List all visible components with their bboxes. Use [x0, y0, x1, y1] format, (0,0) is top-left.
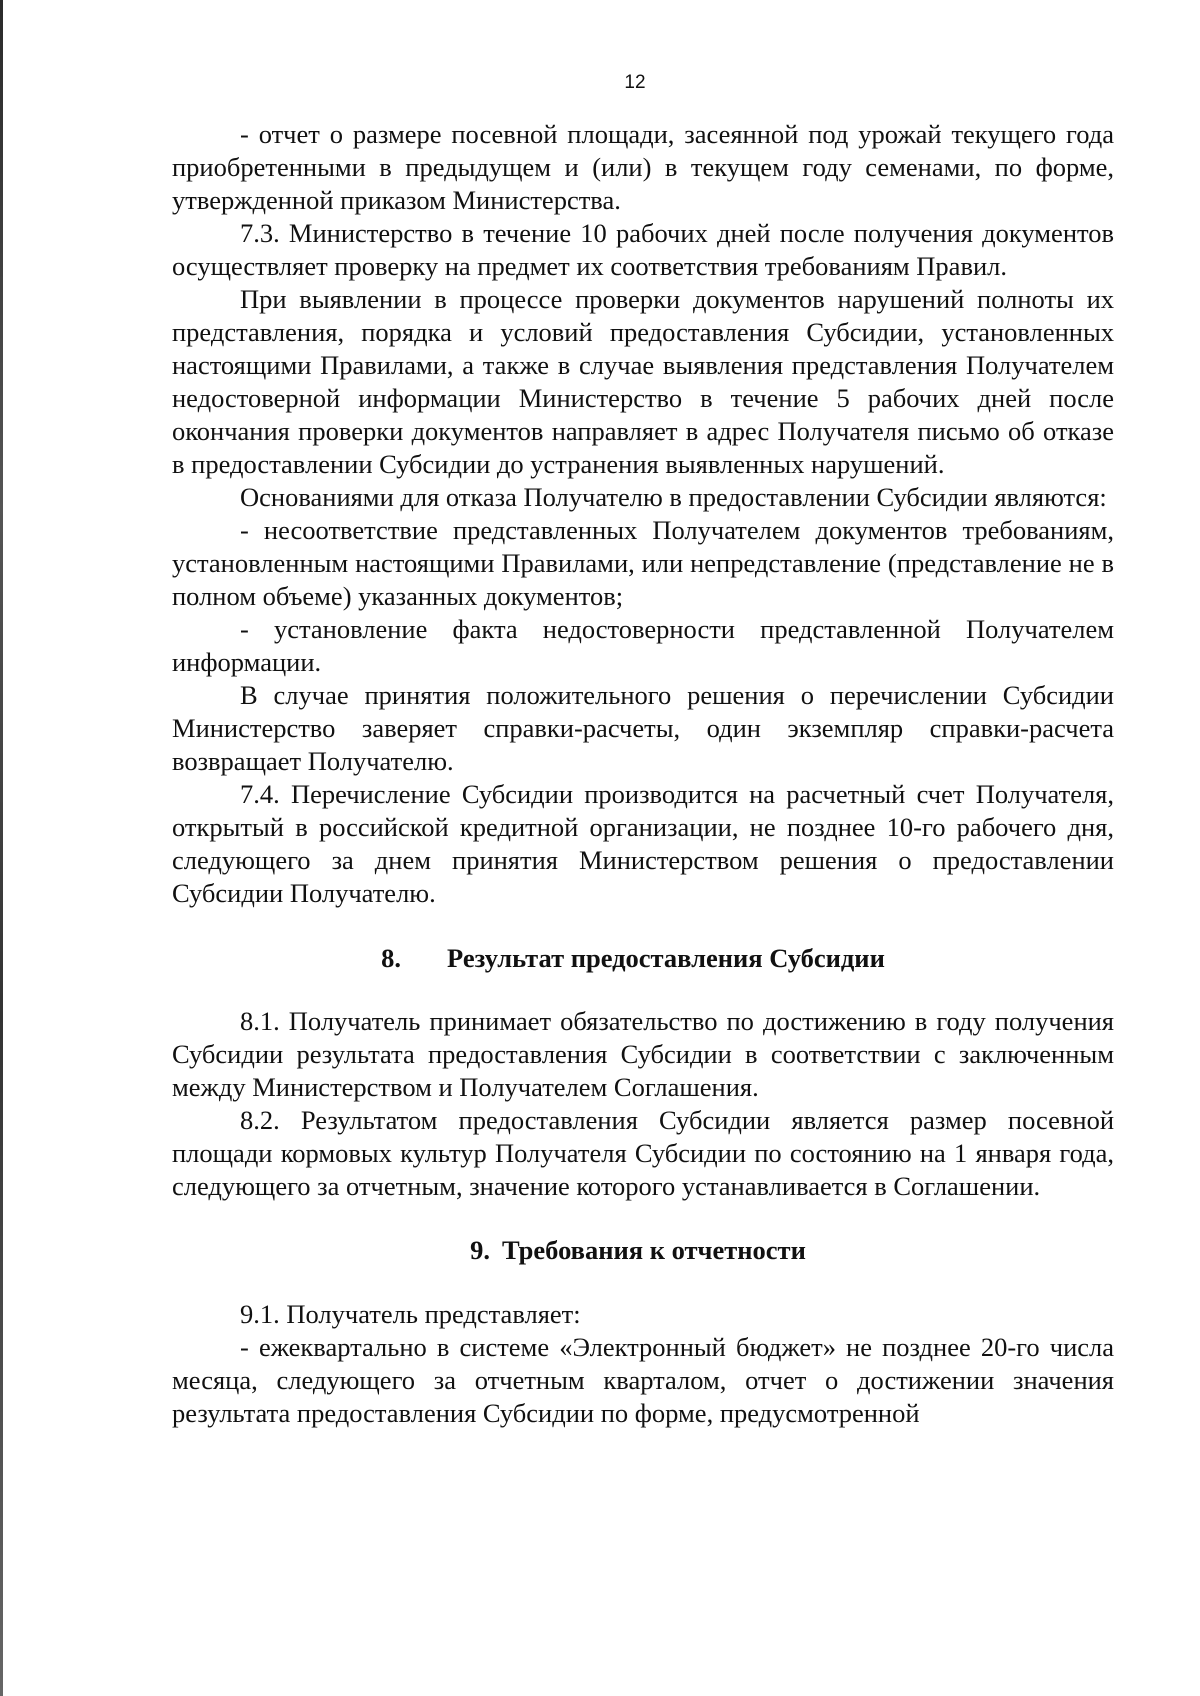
section-heading-9	[172, 1234, 1114, 1267]
section-number: 9.	[470, 1235, 491, 1265]
paragraph: 9.1. Получатель представляет:	[240, 1299, 581, 1329]
paragraph: 8.1. Получатель принимает обязательство по достижению в году получения Субсидии результата предоставления Субсидии в соответствии с заключенным между Министерством и Получателем Соглашения.	[172, 1006, 1114, 1102]
section-title: Результат предоставления Субсидии	[447, 943, 885, 973]
paragraph: - несоответствие представленных Получателем документов требованиям, установленным настоящими Правилами, или непредставление (представление не в полном объеме) указанных документов;	[172, 515, 1114, 611]
paragraph: 8.2. Результатом предоставления Субсидии является размер посевной площади кормовых культур Получателя Субсидии по состоянию на 1 января года, следующего за отчетным, значение которого устанавливается в Соглашении.	[172, 1105, 1114, 1201]
paragraph: При выявлении в процессе проверки документов нарушений полноты их представления, порядка и условий предоставления Субсидии, установленных настоящими Правилами, а также в случае выявления представления Получателем недостоверной информации Министерство в течение 5 рабочих дней после окончания проверки документов направляет в адрес Получателя письмо об отказе в предоставлении Субсидии до устранения выявленных нарушений.	[172, 284, 1114, 479]
scan-edge	[0, 0, 3, 1696]
section-heading-8	[172, 942, 1114, 975]
paragraph: 7.3. Министерство в течение 10 рабочих дней после получения документов осуществляет проверку на предмет их соответствия требованиям Правил.	[172, 218, 1114, 281]
page-number: 12	[624, 72, 646, 93]
document-body	[172, 118, 1114, 1430]
section-number: 8.	[381, 943, 402, 973]
paragraph: Основаниями для отказа Получателю в предоставлении Субсидии являются:	[240, 482, 1107, 512]
section-title: Требования к отчетности	[502, 1235, 806, 1265]
paragraph: - отчет о размере посевной площади, засеянной под урожай текущего года приобретенными в предыдущем и (или) в текущем году семенами, по форме, утвержденной приказом Министерства.	[172, 119, 1114, 215]
paragraph: - ежеквартально в системе «Электронный бюджет» не позднее 20-го числа месяца, следующего за отчетным кварталом, отчет о достижении значения результата предоставления Субсидии по форме, предусмотренной	[172, 1332, 1114, 1428]
paragraph: 7.4. Перечисление Субсидии производится на расчетный счет Получателя, открытый в российской кредитной организации, не позднее 10-го рабочего дня, следующего за днем принятия Министерством решения о предоставлении Субсидии Получателю.	[172, 779, 1114, 908]
paragraph: - установление факта недостоверности представленной Получателем информации.	[172, 614, 1114, 677]
paragraph: В случае принятия положительного решения о перечислении Субсидии Министерство заверяет справки-расчеты, один экземпляр справки-расчета возвращает Получателю.	[172, 680, 1114, 776]
